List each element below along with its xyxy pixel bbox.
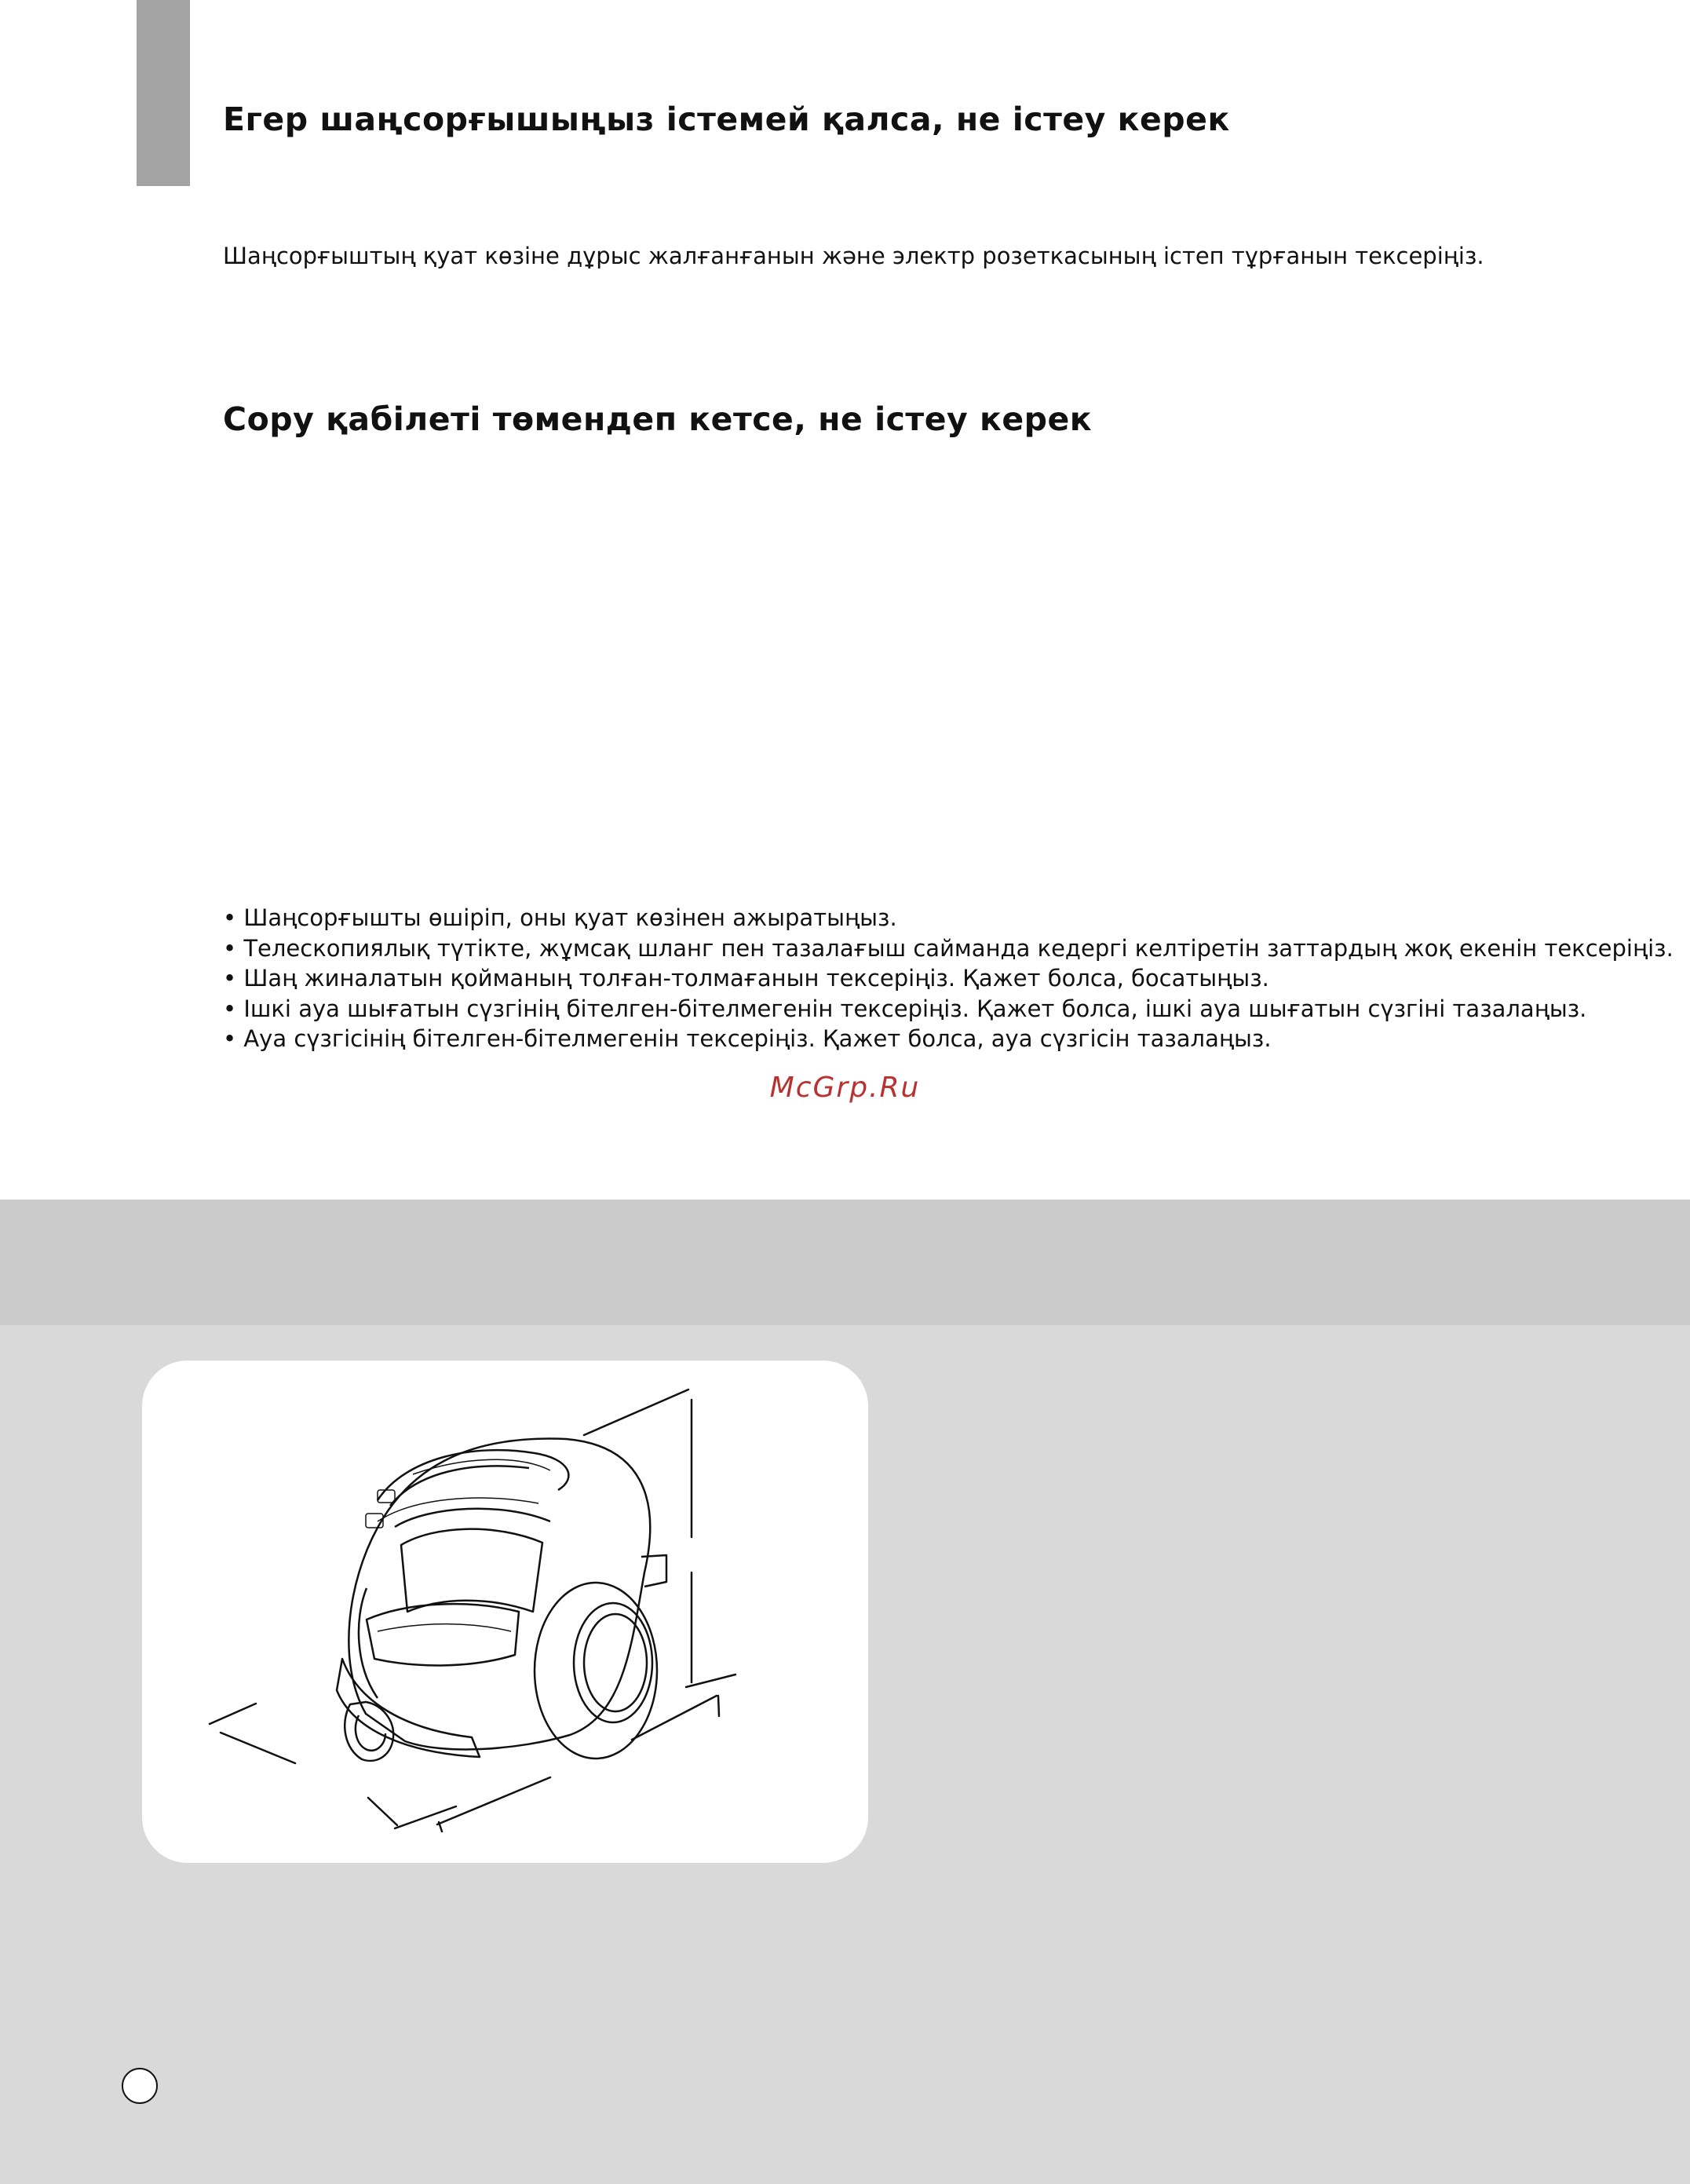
list-item: • Ішкі ауа шығатын сүзгінің бітелген-бітелмегенін тексеріңіз. Қажет болса, ішкі ауа шығатын сүзгіні тазалаңыз. bbox=[223, 994, 1674, 1024]
vacuum-cleaner-illustration bbox=[142, 1360, 868, 1863]
section-title-not-working: Егер шаңсорғышыңыз істемей қалса, не істеу керек bbox=[223, 100, 1230, 138]
list-item: • Телескопиялық түтікте, жұмсақ шланг пен тазалағыш сайманда кедергі келтіретін заттардың жоқ екенін тексеріңіз. bbox=[223, 933, 1674, 964]
section-tab bbox=[137, 0, 190, 186]
watermark: McGrp.Ru bbox=[769, 1072, 921, 1104]
check-power-text: Шаңсорғыштың қуат көзіне дұрыс жалғанғанын және электр розеткасының істеп тұрғанын тексеріңіз. bbox=[223, 243, 1484, 269]
page-number-marker bbox=[122, 2068, 158, 2104]
list-item: • Ауа сүзгісінің бітелген-бітелмегенін тексеріңіз. Қажет болса, ауа сүзгісін тазалаңыз. bbox=[223, 1024, 1674, 1054]
suction-checklist bbox=[223, 903, 1674, 1054]
specifications-header-band bbox=[0, 1200, 1690, 1325]
section-title-suction: Сору қабілеті төмендеп кетсе, не істеу керек bbox=[223, 400, 1093, 438]
list-item: • Шаң жиналатын қойманың толған-толмағанын тексеріңіз. Қажет болса, босатыңыз. bbox=[223, 963, 1674, 994]
list-item: • Шаңсорғышты өшіріп, оны қуат көзінен ажыратыңыз. bbox=[223, 903, 1674, 933]
vacuum-dimensions-figure bbox=[142, 1360, 868, 1863]
